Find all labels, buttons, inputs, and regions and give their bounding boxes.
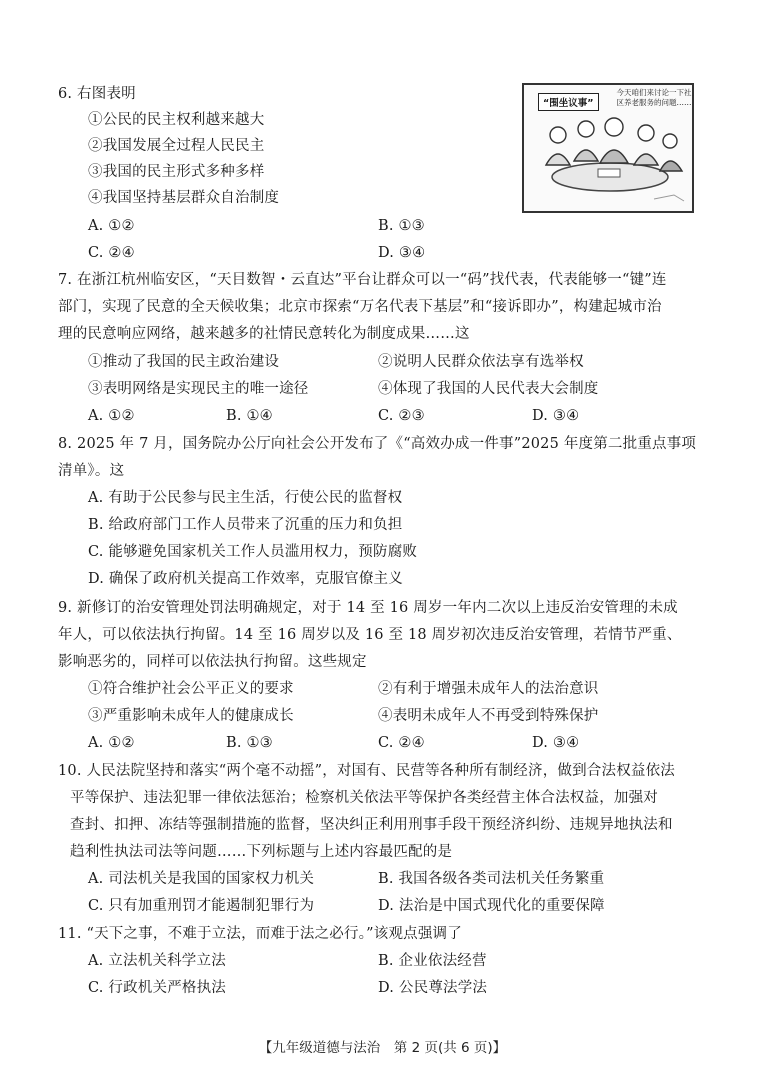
q10-option-b: B. 我国各级各类司法机关任务繁重	[378, 871, 605, 887]
q10-stem-line-4: 趋利性执法司法等问题……下列标题与上述内容最匹配的是	[70, 844, 453, 860]
q6-item-4: ④我国坚持基层群众自治制度	[88, 190, 280, 206]
q9-item-4: ④表明未成年人不再受到特殊保护	[378, 708, 599, 724]
q7-option-d: D. ③④	[532, 408, 580, 424]
q6-option-b: B. ①③	[378, 218, 425, 234]
cartoon-title: “围坐议事”	[538, 93, 599, 111]
q10-option-c: C. 只有加重刑罚才能遏制犯罪行为	[88, 898, 315, 914]
q6-item-2: ②我国发展全过程人民民主	[88, 138, 265, 154]
q10-stem-line-2: 平等保护、违法犯罪一律依法惩治；检察机关依法平等保护各类经营主体合法权益，加强对	[70, 790, 658, 806]
q7-option-b: B. ①④	[226, 408, 273, 424]
q9-stem-line-3: 影响恶劣的，同样可以依法执行拘留。这些规定	[58, 654, 367, 670]
q7-option-c: C. ②③	[378, 408, 425, 424]
q9-item-1: ①符合维护社会公平正义的要求	[88, 681, 294, 697]
q6-option-c: C. ②④	[88, 245, 135, 261]
q11-stem: 11. “天下之事，不难于立法，而难于法之必行。”该观点强调了	[58, 926, 462, 942]
q7-item-4: ④体现了我国的人民代表大会制度	[378, 381, 599, 397]
q10-option-a: A. 司法机关是我国的国家权力机关	[88, 871, 315, 887]
q8-stem-line-2: 清单》。这	[58, 463, 125, 479]
q7-item-3: ③表明网络是实现民主的唯一途径	[88, 381, 309, 397]
q11-option-c: C. 行政机关严格执法	[88, 980, 226, 996]
q11-option-b: B. 企业依法经营	[378, 953, 487, 969]
q7-item-2: ②说明人民群众依法享有选举权	[378, 354, 584, 370]
q9-option-d: D. ③④	[532, 735, 580, 751]
q9-item-3: ③严重影响未成年人的健康成长	[88, 708, 294, 724]
q6-option-a: A. ①②	[88, 218, 135, 234]
q7-option-a: A. ①②	[88, 408, 135, 424]
cartoon-speech: 今天咱们来讨论一下社区养老服务的问题……	[616, 88, 692, 107]
q7-stem-line-3: 理的民意响应网络，越来越多的社情民意转化为制度成果……这	[58, 326, 470, 342]
q9-option-c: C. ②④	[378, 735, 425, 751]
q11-option-a: A. 立法机关科学立法	[88, 953, 226, 969]
q9-option-b: B. ①③	[226, 735, 273, 751]
q9-stem-line-1: 9. 新修订的治安管理处罚法明确规定，对于 14 至 16 周岁一年内二次以上违反治安管理的未成	[58, 600, 678, 616]
q6-item-3: ③我国的民主形式多种多样	[88, 164, 265, 180]
q11-option-d: D. 公民尊法学法	[378, 980, 488, 996]
q7-item-1: ①推动了我国的民主政治建设	[88, 354, 280, 370]
q7-stem-line-2: 部门，实现了民意的全天候收集；北京市探索“万名代表下基层”和“接诉即办”，构建起城市治	[58, 299, 662, 315]
q10-option-d: D. 法治是中国式现代化的重要保障	[378, 898, 605, 914]
q6-cartoon-image	[522, 83, 694, 213]
q7-stem-line-1: 7. 在浙江杭州临安区，“天目数智・云直达”平台让群众可以一“码”找代表，代表能够一“键”连	[58, 272, 667, 288]
q8-option-a: A. 有助于公民参与民主生活，行使公民的监督权	[88, 490, 403, 506]
q10-stem-line-1: 10. 人民法院坚持和落实“两个毫不动摇”，对国有、民营等各种所有制经济，做到合法权益依法	[58, 763, 675, 779]
q6-stem: 6. 右图表明	[58, 86, 136, 102]
q6-item-1: ①公民的民主权利越来越大	[88, 112, 265, 128]
q9-item-2: ②有利于增强未成年人的法治意识	[378, 681, 599, 697]
q8-option-d: D. 确保了政府机关提高工作效率，克服官僚主义	[88, 571, 403, 587]
q10-stem-line-3: 查封、扣押、冻结等强制措施的监督，坚决纠正利用刑事手段干预经济纠纷、违规异地执法和	[70, 817, 673, 833]
q9-stem-line-2: 年人，可以依法执行拘留。14 至 16 周岁以及 16 至 18 周岁初次违反治安管理，若情节严重、	[58, 627, 682, 643]
q8-stem-line-1: 8. 2025 年 7 月，国务院办公厅向社会公开发布了《“高效办成一件事”2025 年度第二批重点事项	[58, 436, 697, 452]
page-footer: 【九年级道德与法治 第 2 页(共 6 页)】	[258, 1040, 507, 1056]
q8-option-c: C. 能够避免国家机关工作人员滥用权力，预防腐败	[88, 544, 418, 560]
q6-option-d: D. ③④	[378, 245, 426, 261]
q8-option-b: B. 给政府部门工作人员带来了沉重的压力和负担	[88, 517, 403, 533]
q9-option-a: A. ①②	[88, 735, 135, 751]
